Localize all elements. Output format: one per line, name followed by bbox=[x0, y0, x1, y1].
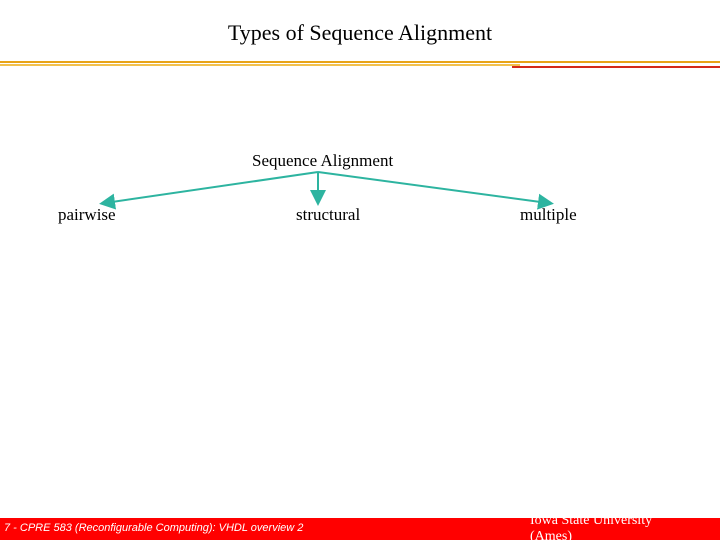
connector-to-multiple bbox=[318, 172, 548, 203]
footer-org bbox=[530, 513, 652, 545]
footer-course-text: 7 - CPRE 583 (Reconfigurable Computing): VHDL overview 2 bbox=[4, 522, 304, 534]
child-node-structural: structural bbox=[296, 205, 361, 224]
slide-title: Types of Sequence Alignment bbox=[227, 20, 493, 45]
child-node-pairwise: pairwise bbox=[58, 205, 116, 224]
root-node: Sequence Alignment bbox=[252, 151, 394, 170]
connector-to-pairwise bbox=[105, 172, 318, 203]
child-node-multiple: multiple bbox=[520, 205, 577, 224]
footer-org-line1: Iowa State University bbox=[530, 513, 653, 528]
footer-org-line2: (Ames) bbox=[530, 529, 572, 544]
